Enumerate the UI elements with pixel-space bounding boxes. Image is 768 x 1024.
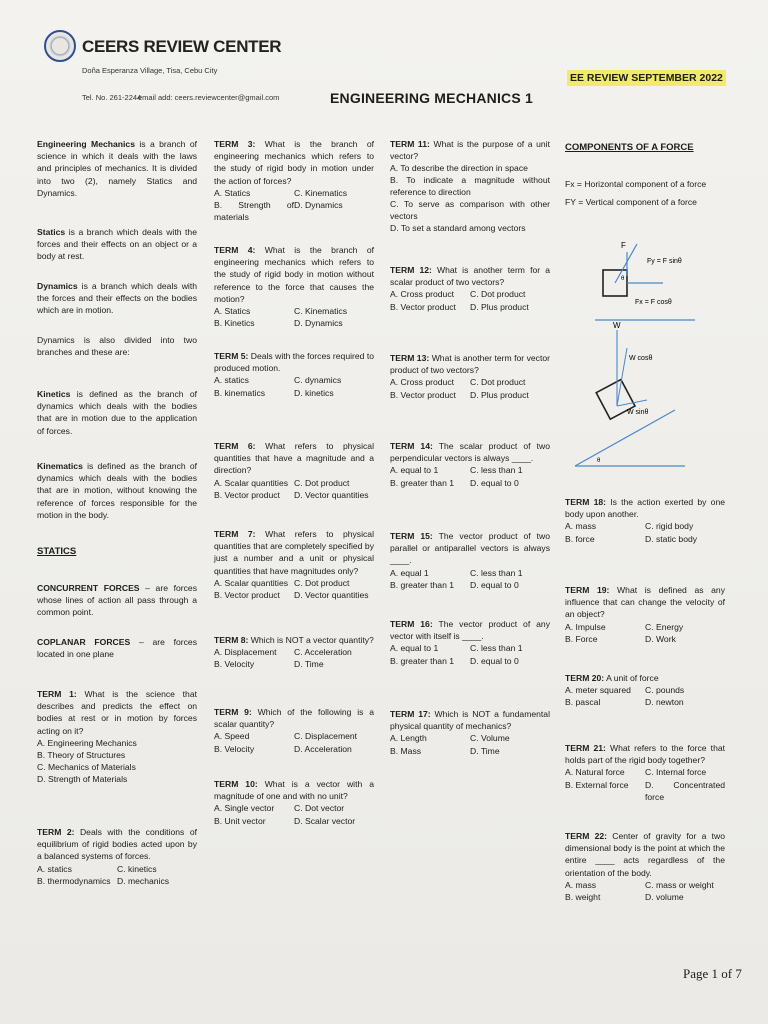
term-question: What refers to physical quantities that have a magnitude and a direction? [214, 441, 374, 476]
option-b: B. Kinetics [214, 318, 255, 329]
option-d: D. Work [645, 633, 676, 644]
term-question: What refers to the force that holds part of the rigid body together? [565, 743, 726, 766]
term-5 [214, 350, 374, 399]
term-question: What is the branch of engineering mechanics which refers to the study of rigid body in motion under the action of forces? [214, 139, 375, 186]
term-bold: COPLANAR FORCES [37, 637, 131, 647]
option-d: D. Plus product [470, 301, 529, 312]
term-question: What refers to physical quantities that are completely specified by just a number and a unit or physical quantities that have magnitudes only? [214, 529, 374, 576]
option-d: D. volume [645, 892, 684, 903]
option-a: A. Displacement [214, 647, 277, 658]
option-d: D. Strength of Materials [37, 773, 128, 784]
option-c: C. Kinematics [294, 306, 348, 317]
term-label: TERM 13: [390, 353, 430, 363]
option-b: B. thermodynamics [37, 875, 111, 886]
option-a: A. Length [390, 733, 427, 744]
option-b: B. pascal [565, 697, 601, 708]
force-components-figure [565, 230, 725, 470]
option-b: B. weight [565, 892, 601, 903]
paragraph-text: is defined as the branch of dynamics which deals with the bodies that are in motion due to the application of forces. [37, 389, 197, 436]
term-question: What is the science that describes and predicts the effect on bodies at rest or in motion by forces acting on it? [37, 689, 198, 736]
org-address: Doña Esperanza Village, Tisa, Cebu City [82, 66, 218, 75]
option-a: A. equal to 1 [390, 465, 439, 476]
option-d: D. equal to 0 [470, 477, 519, 488]
option-c: C. Displacement [294, 731, 358, 742]
fy-definition: FY = Vertical component of a force [565, 197, 697, 207]
option-a: A. mass [565, 879, 597, 890]
option-b: B. greater than 1 [390, 579, 455, 590]
term-question: The vector product of two parallel or antiparallel vectors is always ____. [390, 531, 550, 566]
option-d: D. Concentrated force [645, 779, 725, 802]
fx-label: Fx = F cosθ [635, 299, 672, 306]
option-d: D. Vector quantities [294, 489, 369, 500]
term-22 [565, 830, 725, 903]
theta-label: θ [621, 276, 625, 282]
option-a: A. Statics [214, 306, 251, 317]
option-d: D. Scalar vector [294, 815, 356, 826]
option-c: C. mass or weight [645, 879, 714, 890]
term-bold: Dynamics [37, 281, 78, 291]
paragraph-kinetics [37, 388, 197, 437]
paragraph-text: is a branch which deals with the forces and their effects on the bodies which are in motion. [37, 281, 197, 316]
option-c: C. Acceleration [294, 647, 352, 658]
option-a: A. To describe the direction in space [390, 163, 528, 174]
option-c: C. Dot vector [294, 803, 345, 814]
option-a: A. equal to 1 [390, 643, 439, 654]
term-question: What is a vector with a magnitude of one and with no unit? [214, 779, 374, 802]
option-a: A. Single vector [214, 803, 275, 814]
option-c: C. less than 1 [470, 567, 523, 578]
paragraph-text: is a branch which deals with the forces and their effects on an object or a body at rest. [37, 227, 197, 262]
option-a: A. Natural force [565, 767, 625, 778]
term-13 [390, 352, 550, 401]
term-8 [214, 634, 374, 671]
weight-label: W [613, 321, 621, 330]
option-b: B. greater than 1 [390, 655, 455, 666]
option-d: D. Dynamics [294, 318, 343, 329]
term-label: TERM 4: [214, 245, 256, 255]
term-10 [214, 778, 374, 827]
page-number: Page 1 of 7 [683, 966, 742, 981]
org-telephone: Tel. No. 261-2244 [82, 93, 142, 102]
option-c: C. dynamics [294, 375, 342, 386]
term-label: TERM 9: [214, 707, 252, 717]
option-b: B. External force [565, 779, 629, 790]
paragraph-dynamics-branches: Dynamics is also divided into two branches and these are: [37, 335, 197, 358]
option-d: D. newton [645, 697, 684, 708]
paragraph-concurrent-forces [37, 582, 197, 619]
term-question: What is another term for vector product of two vectors? [390, 353, 551, 376]
term-16 [390, 618, 550, 667]
term-19 [565, 584, 725, 645]
option-b: B. Mass [390, 745, 422, 756]
option-c: C. Kinematics [294, 187, 348, 198]
option-b: B. kinematics [214, 387, 266, 398]
term-21 [565, 742, 725, 803]
term-label: TERM 1: [37, 689, 77, 699]
wcos-vector [617, 348, 627, 406]
option-d: D. Time [470, 745, 500, 756]
option-c: C. Energy [645, 621, 684, 632]
term-3 [214, 138, 374, 223]
option-c: C. pounds [645, 685, 685, 696]
term-question: The vector product of any vector with itself is ____. [390, 619, 550, 642]
paragraph-coplanar-forces [37, 636, 197, 660]
term-7 [214, 528, 374, 601]
option-c: C. Mechanics of Materials [37, 761, 136, 772]
option-c: C. To serve as comparison with other vectors [390, 199, 550, 222]
term-question: What is another term for a scalar product of two vectors? [390, 265, 551, 288]
option-d: D. kinetics [294, 387, 334, 398]
paragraph-text: – are forces whose lines of action all pass through a common point. [37, 583, 198, 618]
option-a: A. Scalar quantities [214, 577, 289, 588]
option-d: D. mechanics [117, 875, 170, 886]
term-1 [37, 688, 197, 785]
option-b: B. Strength of materials [214, 200, 294, 223]
option-d: D. Acceleration [294, 743, 352, 754]
paragraph-statics [37, 226, 197, 263]
wsin-label: W sinθ [627, 409, 649, 416]
option-b: B. Vector product [390, 301, 456, 312]
incline-theta-label: θ [597, 458, 601, 464]
fx-definition: Fx = Horizontal component of a force [565, 179, 707, 189]
term-question: Center of gravity for a two dimensional body is the point at which the entire ____ acts regardless of the orientation of the body. [565, 831, 726, 878]
term-18 [565, 496, 725, 545]
term-question: Is the action exerted by one body upon another. [565, 497, 726, 520]
term-question: What is the branch of engineering mechanics which refers to the study of rigid body in motion without reference to the force that causes the motion? [214, 245, 375, 304]
option-d: D. Plus product [470, 389, 529, 400]
option-b: B. Force [565, 633, 598, 644]
term-14 [390, 440, 550, 489]
option-c: C. Dot product [470, 377, 526, 388]
option-a: A. Cross product [390, 377, 454, 388]
paragraph-kinematics [37, 460, 197, 521]
term-question: Which of the following is a scalar quantity? [214, 707, 375, 730]
term-question: Deals with the conditions of equilibrium of rigid bodies acted upon by a balanced systems of forces. [37, 827, 197, 862]
option-d: D. equal to 0 [470, 579, 519, 590]
option-c: C. Internal force [645, 767, 707, 778]
option-b: B. Vector product [214, 590, 280, 601]
term-label: TERM 7: [214, 529, 256, 539]
term-label: TERM 6: [214, 441, 256, 451]
term-question: What is the purpose of a unit vector? [390, 139, 550, 162]
org-email: email add: ceers.reviewcenter@gmail.com [138, 93, 280, 102]
option-b: B. Velocity [214, 659, 255, 670]
term-label: TERM 11: [390, 139, 430, 149]
term-label: TERM 10: [214, 779, 258, 789]
term-question: Deals with the forces required to produced motion. [214, 351, 374, 374]
term-label: TERM 16: [390, 619, 433, 629]
term-15 [390, 530, 550, 591]
option-a: A. Statics [214, 187, 251, 198]
term-label: TERM 18: [565, 497, 606, 507]
option-c: C. Dot product [470, 289, 526, 300]
term-label: TERM 3: [214, 139, 256, 149]
option-a: A. meter squared [565, 685, 631, 696]
org-name: CEERS REVIEW CENTER [82, 37, 282, 56]
option-a: A. statics [37, 863, 72, 874]
option-c: C. Dot product [294, 577, 350, 588]
option-c: C. Dot product [294, 477, 350, 488]
option-d: D. static body [645, 533, 698, 544]
paragraph-text: is a branch of science in which it deals with the laws and principles of mechanics. It is divided into two (2), namely Statics and Dynamics. [37, 139, 197, 198]
wcos-label: W cosθ [629, 355, 653, 362]
term-20 [565, 672, 725, 709]
term-label: TERM 15: [390, 531, 433, 541]
term-label: TERM 2: [37, 827, 75, 837]
term-label: TERM 8: [214, 635, 249, 645]
term-label: TERM 19: [565, 585, 610, 595]
term-bold: CONCURRENT FORCES [37, 583, 140, 593]
term-label: TERM 20: [565, 673, 605, 683]
paragraph-engineering-mechanics [37, 138, 197, 199]
option-b: B. greater than 1 [390, 477, 455, 488]
inclined-plane [575, 410, 675, 466]
term-bold: Kinetics [37, 389, 71, 399]
fy-label: Fy = F sinθ [647, 258, 682, 265]
review-badge: EE REVIEW SEPTEMBER 2022 [567, 70, 726, 86]
option-d: D. Vector quantities [294, 590, 369, 601]
option-d: D. Time [294, 659, 324, 670]
option-b: B. Unit vector [214, 815, 266, 826]
term-label: TERM 14: [390, 441, 433, 451]
term-question: Which is NOT a vector quantity? [248, 635, 374, 645]
option-b: B. Vector product [390, 389, 456, 400]
option-b: B. Theory of Structures [37, 749, 126, 760]
option-c: C. less than 1 [470, 465, 523, 476]
option-a: A. Engineering Mechanics [37, 737, 137, 748]
bleed-through-text [290, 62, 293, 74]
term-9 [214, 706, 374, 755]
force-vector [615, 244, 637, 283]
term-label: TERM 5: [214, 351, 249, 361]
option-a: A. equal 1 [390, 567, 429, 578]
option-a: A. Cross product [390, 289, 454, 300]
term-label: TERM 17: [390, 709, 431, 719]
term-question: What is defined as any influence that can change the velocity of an object? [565, 585, 726, 620]
option-a: A. Impulse [565, 621, 606, 632]
term-label: TERM 22: [565, 831, 608, 841]
term-question: Which is NOT a fundamental physical quantity of mechanics? [390, 709, 551, 732]
option-d: D. equal to 0 [470, 655, 519, 666]
term-question: A unit of force [604, 673, 659, 683]
option-b: B. Vector product [214, 489, 280, 500]
paragraph-dynamics [37, 280, 197, 317]
option-b: B. force [565, 533, 595, 544]
force-label: F [621, 241, 626, 250]
option-a: A. statics [214, 375, 249, 386]
option-a: A. mass [565, 521, 597, 532]
term-bold: Kinematics [37, 461, 83, 471]
components-heading: COMPONENTS OF A FORCE [565, 142, 694, 153]
option-b: B. To indicate a magnitude without reference to direction [390, 175, 550, 198]
option-c: C. kinetics [117, 863, 157, 874]
paragraph-text: – are forces located in one plane [37, 637, 197, 660]
term-2 [37, 826, 197, 887]
document-title: ENGINEERING MECHANICS 1 [330, 90, 533, 106]
term-label: TERM 21: [565, 743, 606, 753]
term-4 [214, 244, 374, 329]
option-c: C. less than 1 [470, 643, 523, 654]
term-bold: Statics [37, 227, 66, 237]
statics-heading: STATICS [37, 546, 77, 557]
ceers-logo [44, 30, 76, 62]
option-c: C. Volume [470, 733, 510, 744]
option-d: D. To set a standard among vectors [390, 223, 526, 234]
option-d: D. Dynamics [294, 200, 343, 211]
option-b: B. Velocity [214, 743, 255, 754]
term-question: The scalar product of two perpendicular vectors is always ____. [390, 441, 550, 464]
option-a: A. Speed [214, 731, 250, 742]
option-c: C. rigid body [645, 521, 694, 532]
option-a: A. Scalar quantities [214, 477, 289, 488]
term-11 [390, 138, 550, 234]
term-label: TERM 12: [390, 265, 432, 275]
term-bold: Engineering Mechanics [37, 139, 135, 149]
paragraph-text: is defined as the branch of dynamics which deals with the bodies that are in motion, without knowing the reference of forces responsible for the motion in the body. [37, 461, 197, 520]
term-12 [390, 264, 550, 313]
term-17 [390, 708, 550, 757]
term-6 [214, 440, 374, 501]
